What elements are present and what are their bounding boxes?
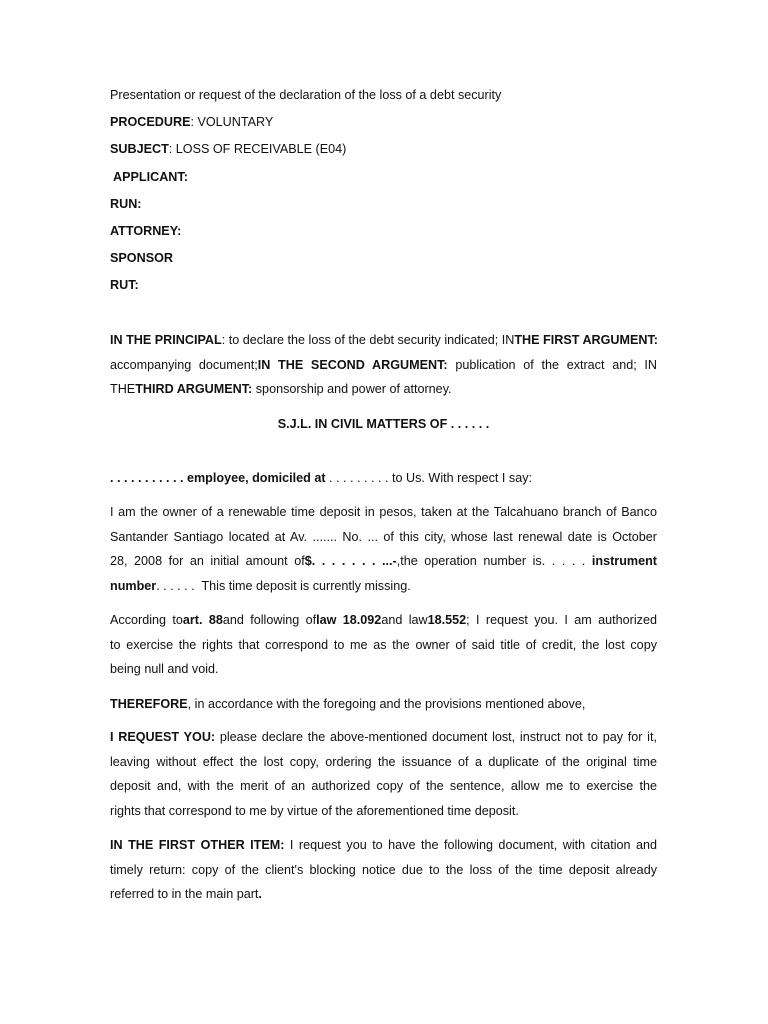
according-paragraph: According toart. 88and following oflaw 18.092and law18.552; I request you. I am authorized to exercise the rights that correspond to me as the owner of said title of credit, the lost copy being null and void. bbox=[110, 613, 657, 677]
field-sponsor: SPONSOR bbox=[110, 251, 173, 265]
field-run: RUN: bbox=[110, 197, 142, 211]
request-paragraph: I REQUEST YOU: please declare the above-mentioned document lost, instruct not to pay for it, leaving without effect the lost copy, ordering the issuance of a duplicate of the original time deposit and, with the merit of an authorized copy of the sentence, allow me to exercise the rights that correspond to me by virtue of the aforementioned time deposit. bbox=[110, 730, 657, 818]
intro-line: . . . . . . . . . . . employee, domiciled at . . . . . . . . . to Us. With respect I say: bbox=[110, 471, 533, 485]
field-rut: RUT: bbox=[110, 278, 139, 292]
therefore-line: THEREFORE, in accordance with the foregoing and the provisions mentioned above, bbox=[110, 697, 586, 711]
field-attorney: ATTORNEY: bbox=[110, 224, 182, 238]
court-heading: S.J.L. IN CIVIL MATTERS OF . . . . . . bbox=[277, 417, 490, 431]
other-item-paragraph: IN THE FIRST OTHER ITEM: I request you to have the following document, with citation and timely return: copy of the client's blocking notice due to the loss of the time deposit already referred to in the main part. bbox=[110, 838, 657, 902]
field-subject: SUBJECT: LOSS OF RECEIVABLE (E04) bbox=[110, 142, 347, 156]
principal-paragraph: IN THE PRINCIPAL: to declare the loss of the debt security indicated; INTHE FIRST ARGUMENT: accompanying document;IN THE SECOND ARGUMENT: publication of the extract and; IN THETHIRD ARGUMENT: sponsorship and power of attorney. bbox=[110, 333, 658, 397]
document-title: Presentation or request of the declaration of the loss of a debt security bbox=[110, 88, 502, 102]
owner-paragraph: I am the owner of a renewable time deposit in pesos, taken at the Talcahuano branch of Banco Santander Santiago located at Av. ....... No. ... of this city, whose last renewal date is October 28, 2008 for an initial amount of$. . . . . . . ...-,the operation number is. . . . . instrument number. . . . . . This time deposit is currently missing. bbox=[110, 505, 657, 593]
field-procedure: PROCEDURE: VOLUNTARY bbox=[110, 115, 274, 129]
field-applicant: APPLICANT: bbox=[110, 170, 188, 184]
